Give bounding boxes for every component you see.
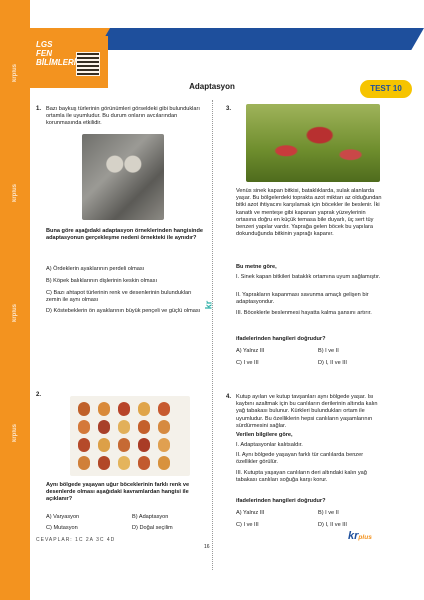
- sidebar-brand-tag: krplus: [12, 183, 18, 202]
- statement: I. Sinek kapan bitkileri bataklık ortamına uyum sağlamıştır.: [236, 274, 381, 280]
- answer-option[interactable]: B) Köpek balıklarının dişlerinin keskin olması: [46, 278, 157, 284]
- venus-flytrap-photo: [246, 104, 380, 182]
- question-text: Venüs sinek kapan bitkisi, bataklıklarda, sulak alanlarda yaşar. Bu bölgelerdeki toprakta azot miktarı az olduğundan bitki azot ihtiyacını karşılamak için böcekler ile beslenir. İki kanatlı ve menteşe gibi kapanan yaprak yüzeylerinin ortasına doğru en küçük temasa bile duyarlı, üç sert tüy benzeri yapılar vardır. Yaprağa gelen böcek bu yapılara dokunduğunda bitkinin yaprağı kapanır.: [236, 188, 382, 238]
- ladybug-photo: [70, 396, 190, 476]
- answer-option[interactable]: C) I ve III: [236, 360, 259, 366]
- answer-option[interactable]: A) Ördeklerin ayaklarının perdeli olması: [46, 266, 145, 272]
- answer-option[interactable]: C) I ve III: [236, 522, 259, 528]
- question-lead: Bu metne göre,: [236, 264, 277, 270]
- question-stem: Buna göre aşağıdaki adaptasyon örneklerinden hangisinde adaptasyonun gerçekleşme nedeni örnekteki ile aynıdır?: [46, 228, 203, 242]
- header-blue-band: [97, 28, 424, 50]
- answer-option[interactable]: D) I, II ve III: [318, 522, 347, 528]
- logo-line: LGS: [36, 40, 53, 49]
- brand-name: kr: [348, 530, 359, 542]
- qr-code-icon[interactable]: [76, 52, 100, 76]
- answer-option[interactable]: C) Mutasyon: [46, 525, 78, 531]
- answer-key: CEVAPLAR: 1C 2A 3C 4D: [36, 537, 116, 543]
- page-title: Adaptasyon: [189, 82, 235, 91]
- answer-option[interactable]: D) I, II ve III: [318, 360, 347, 366]
- brand-logo: [348, 530, 372, 542]
- brand-vertical-logo: kr: [203, 300, 214, 310]
- owl-photo: [82, 134, 164, 220]
- question-stem: ifadelerinden hangileri doğrudur?: [236, 498, 326, 504]
- statement: II. Yaprakların kapanması savunma amaçlı gelişen bir adaptasyondur.: [236, 292, 369, 306]
- answer-option[interactable]: B) I ve II: [318, 348, 339, 354]
- subject-logo-text: [36, 40, 76, 67]
- answer-option[interactable]: C) Bazı ahtapot türlerinin renk ve desenlerinin bulundukları zemin ile aynı olması: [46, 290, 192, 304]
- answer-option[interactable]: A) Yalnız III: [236, 510, 265, 516]
- sidebar-brand-tag: krplus: [12, 423, 18, 442]
- brand-plus: plus: [358, 534, 372, 541]
- column-divider: [212, 100, 213, 570]
- question-number: 4.: [226, 394, 232, 400]
- answer-option[interactable]: A) Yalnız III: [236, 348, 265, 354]
- question-number: 1.: [36, 106, 42, 112]
- question-text: Kutup ayıları ve kutup tavşanları aynı bölgede yaşar. Isı kaybını azaltmak için bu canlıların derilerinin altında kalın yağ tabakası bulunur. Kürkleri bulundukları ortam ile uyumludur. Bu özelliklerin hepsi canlıların yaşamlarının sürdürmesini sağlar.: [236, 394, 378, 429]
- question-number: 3.: [226, 106, 232, 112]
- statement: III. Böceklerle beslenmesi hayatta kalma şansını artırır.: [236, 310, 372, 316]
- question-intro: Bazı baykuş türlerinin görünümleri görseldeki gibi bulundukları ortamla ile uyumludur. Bu durum onların avcılarından korunmasında etkilidir.: [46, 106, 200, 127]
- answer-option[interactable]: B) Adaptasyon: [132, 514, 169, 520]
- answer-option[interactable]: A) Varyasyon: [46, 514, 80, 520]
- statement: III. Kutupta yaşayan canlıların deri altındaki kalın yağ tabakası canlıları soğuğa karşı korur.: [236, 470, 367, 484]
- question-stem: ifadelerinden hangileri doğrudur?: [236, 336, 326, 342]
- sidebar-brand-tag: krplus: [12, 303, 18, 322]
- statement: I. Adaptasyonlar kalıtsaldır.: [236, 442, 303, 448]
- answer-option[interactable]: D) Doğal seçilim: [132, 525, 173, 531]
- sidebar-brand-tag: krplus: [12, 63, 18, 82]
- answer-option[interactable]: B) I ve II: [318, 510, 339, 516]
- logo-line: FEN: [36, 49, 52, 58]
- question-stem: Aynı bölgede yaşayan uğur böceklerinin farklı renk ve desenlerde olması aşağıdaki kavramlardan hangisi ile açıklanır?: [46, 482, 190, 503]
- page-number: 16: [204, 544, 210, 550]
- question-lead: Verilen bilgilere göre,: [236, 432, 293, 438]
- test-badge: TEST 10: [360, 80, 412, 98]
- question-number: 2.: [36, 392, 42, 398]
- statement: II. Aynı bölgede yaşayan farklı tür canlılarda benzer özellikler görülür.: [236, 452, 364, 466]
- answer-option[interactable]: D) Köstebeklerin ön ayaklarının büyük pençeli ve güçlü olması: [46, 308, 201, 314]
- logo-line: BİLİMLERİ: [36, 58, 76, 67]
